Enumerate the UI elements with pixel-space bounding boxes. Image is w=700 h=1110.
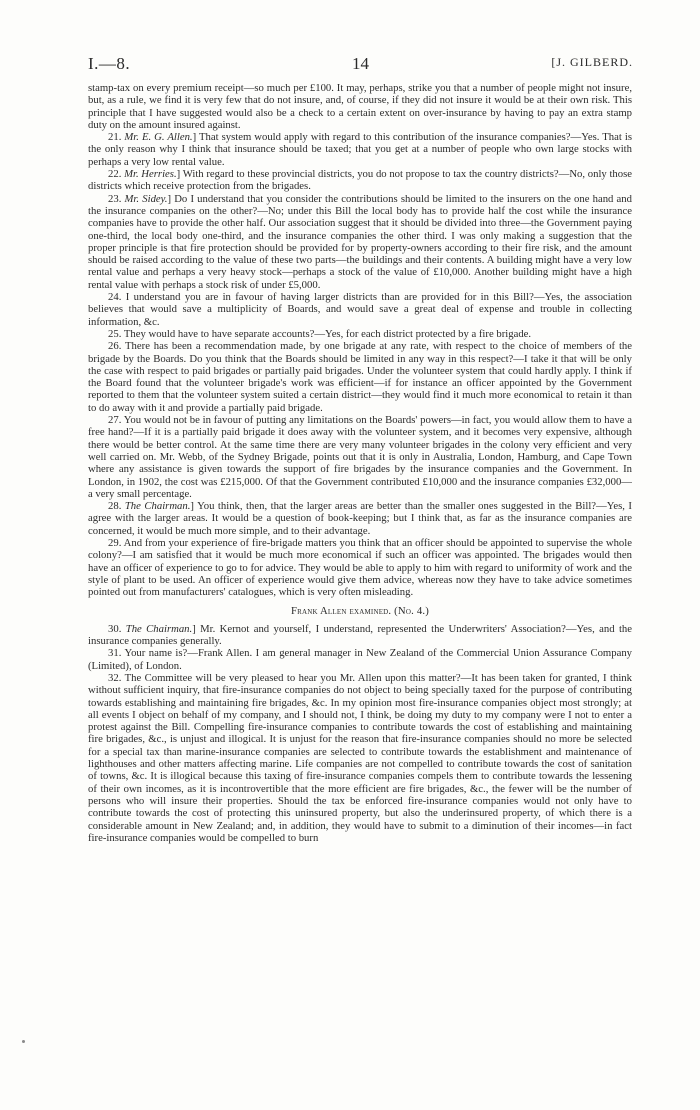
question-text: ] Do I understand that you consider the contributions should be limited to the insurers on the one hand and the insurance companies on the other?—No; under this Bill the local body has to provide half the cost while the insurance companies have to provide the other half. Our association suggest that it should be divided into three—the Government paying one-third, the local body one-third, and the insurance companies the other third. I was only making a suggestion that the proper principle is that fire protection should be provided for by property-owners according to their fire risk, and the amount should be raised according to the value of these two parts—the buildings and their contents. A building might have a very low rental value and perhaps a very heavy stock—perhaps a stock of the value of £10,000. Another building might have a high rental value with perhaps a stock risk of under £5,000. bbox=[88, 192, 632, 291]
speaker-name: Mr. Herries. bbox=[124, 168, 177, 181]
question-number: 23. bbox=[108, 192, 125, 205]
question-21 bbox=[88, 131, 632, 168]
question-number: 30. bbox=[108, 622, 126, 635]
question-text: I understand you are in favour of having larger districts than are provided for in this Bill?—Yes, the association believes that would save a multiplicity of Boards, and would save a great deal of expense and trouble in collecting information, &c. bbox=[88, 291, 632, 328]
speaker-name: Mr. E. G. Allen. bbox=[124, 131, 193, 144]
question-text: You would not be in favour of putting any limitations on the Boards' powers—in fact, you would allow them to have a free hand?—If it is a partially paid brigade it does away with the volunteer system, and it becomes very expensive, although there would be better control. At the same time there are very many volunteer brigades in the colony very efficient and very well carried on. Mr. Webb, of the Sydney Brigade, points out that it is only in Australia, London, Hamburg, and Cape Town where any assistance is given towards the support of fire brigades by the insurance companies and the Government. In London, in 1902, the cost was £215,000. Of that the Government contributed £10,000 and the insurance companies £32,000—a very small percentage. bbox=[88, 414, 632, 500]
question-number: 32. bbox=[108, 671, 125, 684]
question-28 bbox=[88, 500, 632, 537]
paragraph bbox=[88, 82, 632, 131]
question-22 bbox=[88, 168, 632, 193]
question-24 bbox=[88, 291, 632, 328]
question-text: ] Mr. Kernot and yourself, I understand, represented the Underwriters' Association?—Yes, and the insurance companies generally. bbox=[88, 622, 633, 648]
question-number: 25. bbox=[108, 327, 124, 340]
question-23 bbox=[88, 193, 632, 291]
question-text: There has been a recommendation made, by one brigade at any rate, with respect to the choice of members of the brigade by the Boards. Do you think that the Boards should be limited in any way in this respect?—I take it that will be only the case with respect to paid brigades or partially paid brigades. Under the volunteer system that could hardly apply. I think if the Board found that the volunteer brigade's work was efficient—if for instance an officer appointed by the Government reported to them that the volunteer system suited a certain district—they would find it much more economical to retain it than to do away with it and provide a partially paid brigade. bbox=[88, 340, 632, 414]
question-31 bbox=[88, 647, 632, 672]
witness-heading-name: Frank Allen bbox=[290, 605, 347, 618]
question-27 bbox=[88, 414, 632, 500]
witness-heading-rest: examined. (No. 4.) bbox=[346, 605, 430, 618]
margin-dot bbox=[22, 1040, 25, 1043]
question-text: ] You think, then, that the larger areas are better than the smaller ones suggested in the Bill?—Yes, I agree with the larger areas. It would be a question of book-keeping; but I think that, as far as the insurance companies are concerned, it would be much more simple, and to their advantage. bbox=[88, 500, 632, 537]
question-text: The Committee will be very pleased to hear you Mr. Allen upon this matter?—It has been taken for granted, I think without sufficient inquiry, that fire-insurance companies do not object to being specially taxed for the purpose of contributing towards establishing and maintaining fire brigades, &c. In my opinion most fire-insurance companies object most strongly; at all events I object on behalf of my company, and I should not, I think, be doing my duty to my company were I not to enter a protest against the Bill. Compelling fire-insurance companies to contribute towards the cost of establishing and maintaining fire brigades, &c., is unjust and illogical. It is unjust for the reason that fire-insurance companies should no more be selected for a special tax than marine-insurance companies are selected to contribute towards the establishment and maintenance of lighthouses and other matters affecting marine. Life companies are not compelled to contribute towards the cost of sanitation of towns, &c. It is illogical because this taxing of fire-insurance companies compels them to contribute towards the lessening of their own incomes, as it is incontrovertible that the more efficient are fire brigades, &c., the fewer will be the number of persons who will insure their properties. Should the tax be enforced fire-insurance companies would not only have to contribute towards the cost of protecting this uninsured property, but also the underinsured property, of which there is a considerable amount in New Zealand; and, in addition, they would have to submit to a diminution of their incomes—in fact fire-insurance companies would be compelled to burn bbox=[88, 671, 632, 844]
page-number: 14 bbox=[352, 54, 369, 73]
question-25 bbox=[88, 328, 632, 340]
question-text: ] That system would apply with regard to this contribution of the insurance companies?—Yes. That is the only reason why I think that insurance should be taxed; that you get at a number of people who own large stocks with perhaps a very low rental value. bbox=[88, 131, 632, 168]
question-30 bbox=[88, 623, 632, 648]
question-26 bbox=[88, 340, 632, 414]
page-header bbox=[88, 54, 633, 76]
speaker-name: Mr. Sidey. bbox=[124, 192, 168, 205]
question-29 bbox=[88, 537, 632, 598]
question-text: And from your experience of fire-brigade matters you think that an officer should be appointed to supervise the whole colony?—I am satisfied that it would be much more economical if such an officer was appointed. The brigades would then have an officer of experience to go to for advice. They would be able to apply to him with regard to uniformity of work and the style of plant to be used. An officer of experience would give them advice, whereas now they have to take advice sometimes pointed out from manufacturers' catalogues, which is very often misleading. bbox=[88, 536, 632, 599]
question-text: They would have to have separate accounts?—Yes, for each district protected by a fire brigade. bbox=[123, 327, 532, 340]
question-text: ] With regard to these provincial districts, you do not propose to tax the country districts?—No, only those districts which receive protection from the brigades. bbox=[88, 168, 633, 193]
question-number: 21. bbox=[108, 131, 125, 144]
question-number: 26. bbox=[108, 340, 126, 353]
question-number: 27. bbox=[108, 414, 124, 427]
question-text: Your name is?—Frank Allen. I am general manager in New Zealand of the Commercial Union Assurance Company (Limited), of London. bbox=[88, 647, 633, 672]
speaker-name: The Chairman. bbox=[124, 500, 191, 513]
speaker-name: The Chairman. bbox=[125, 622, 193, 635]
question-number: 31. bbox=[108, 647, 125, 660]
question-32 bbox=[88, 672, 632, 844]
witness-heading bbox=[88, 605, 632, 617]
paragraph-text: stamp-tax on every premium receipt—so much per £100. It may, perhaps, strike you that a number of people might not insure, but, as a rule, we find it is very few that do not insure, and, of course, if they did not insure it would be at their own risk. This principle that I have suggested would also be a check to a certain extent on over-insurance by having to pay an extra stamp duty on the amount insured against. bbox=[88, 82, 632, 131]
report-reference: I.—8. bbox=[88, 54, 131, 73]
question-number: 22. bbox=[108, 168, 125, 181]
question-number: 28. bbox=[108, 500, 125, 513]
witness-name: [J. GILBERD. bbox=[551, 55, 633, 69]
question-number: 24. bbox=[108, 291, 126, 304]
question-number: 29. bbox=[108, 536, 124, 549]
document-body bbox=[88, 82, 632, 844]
